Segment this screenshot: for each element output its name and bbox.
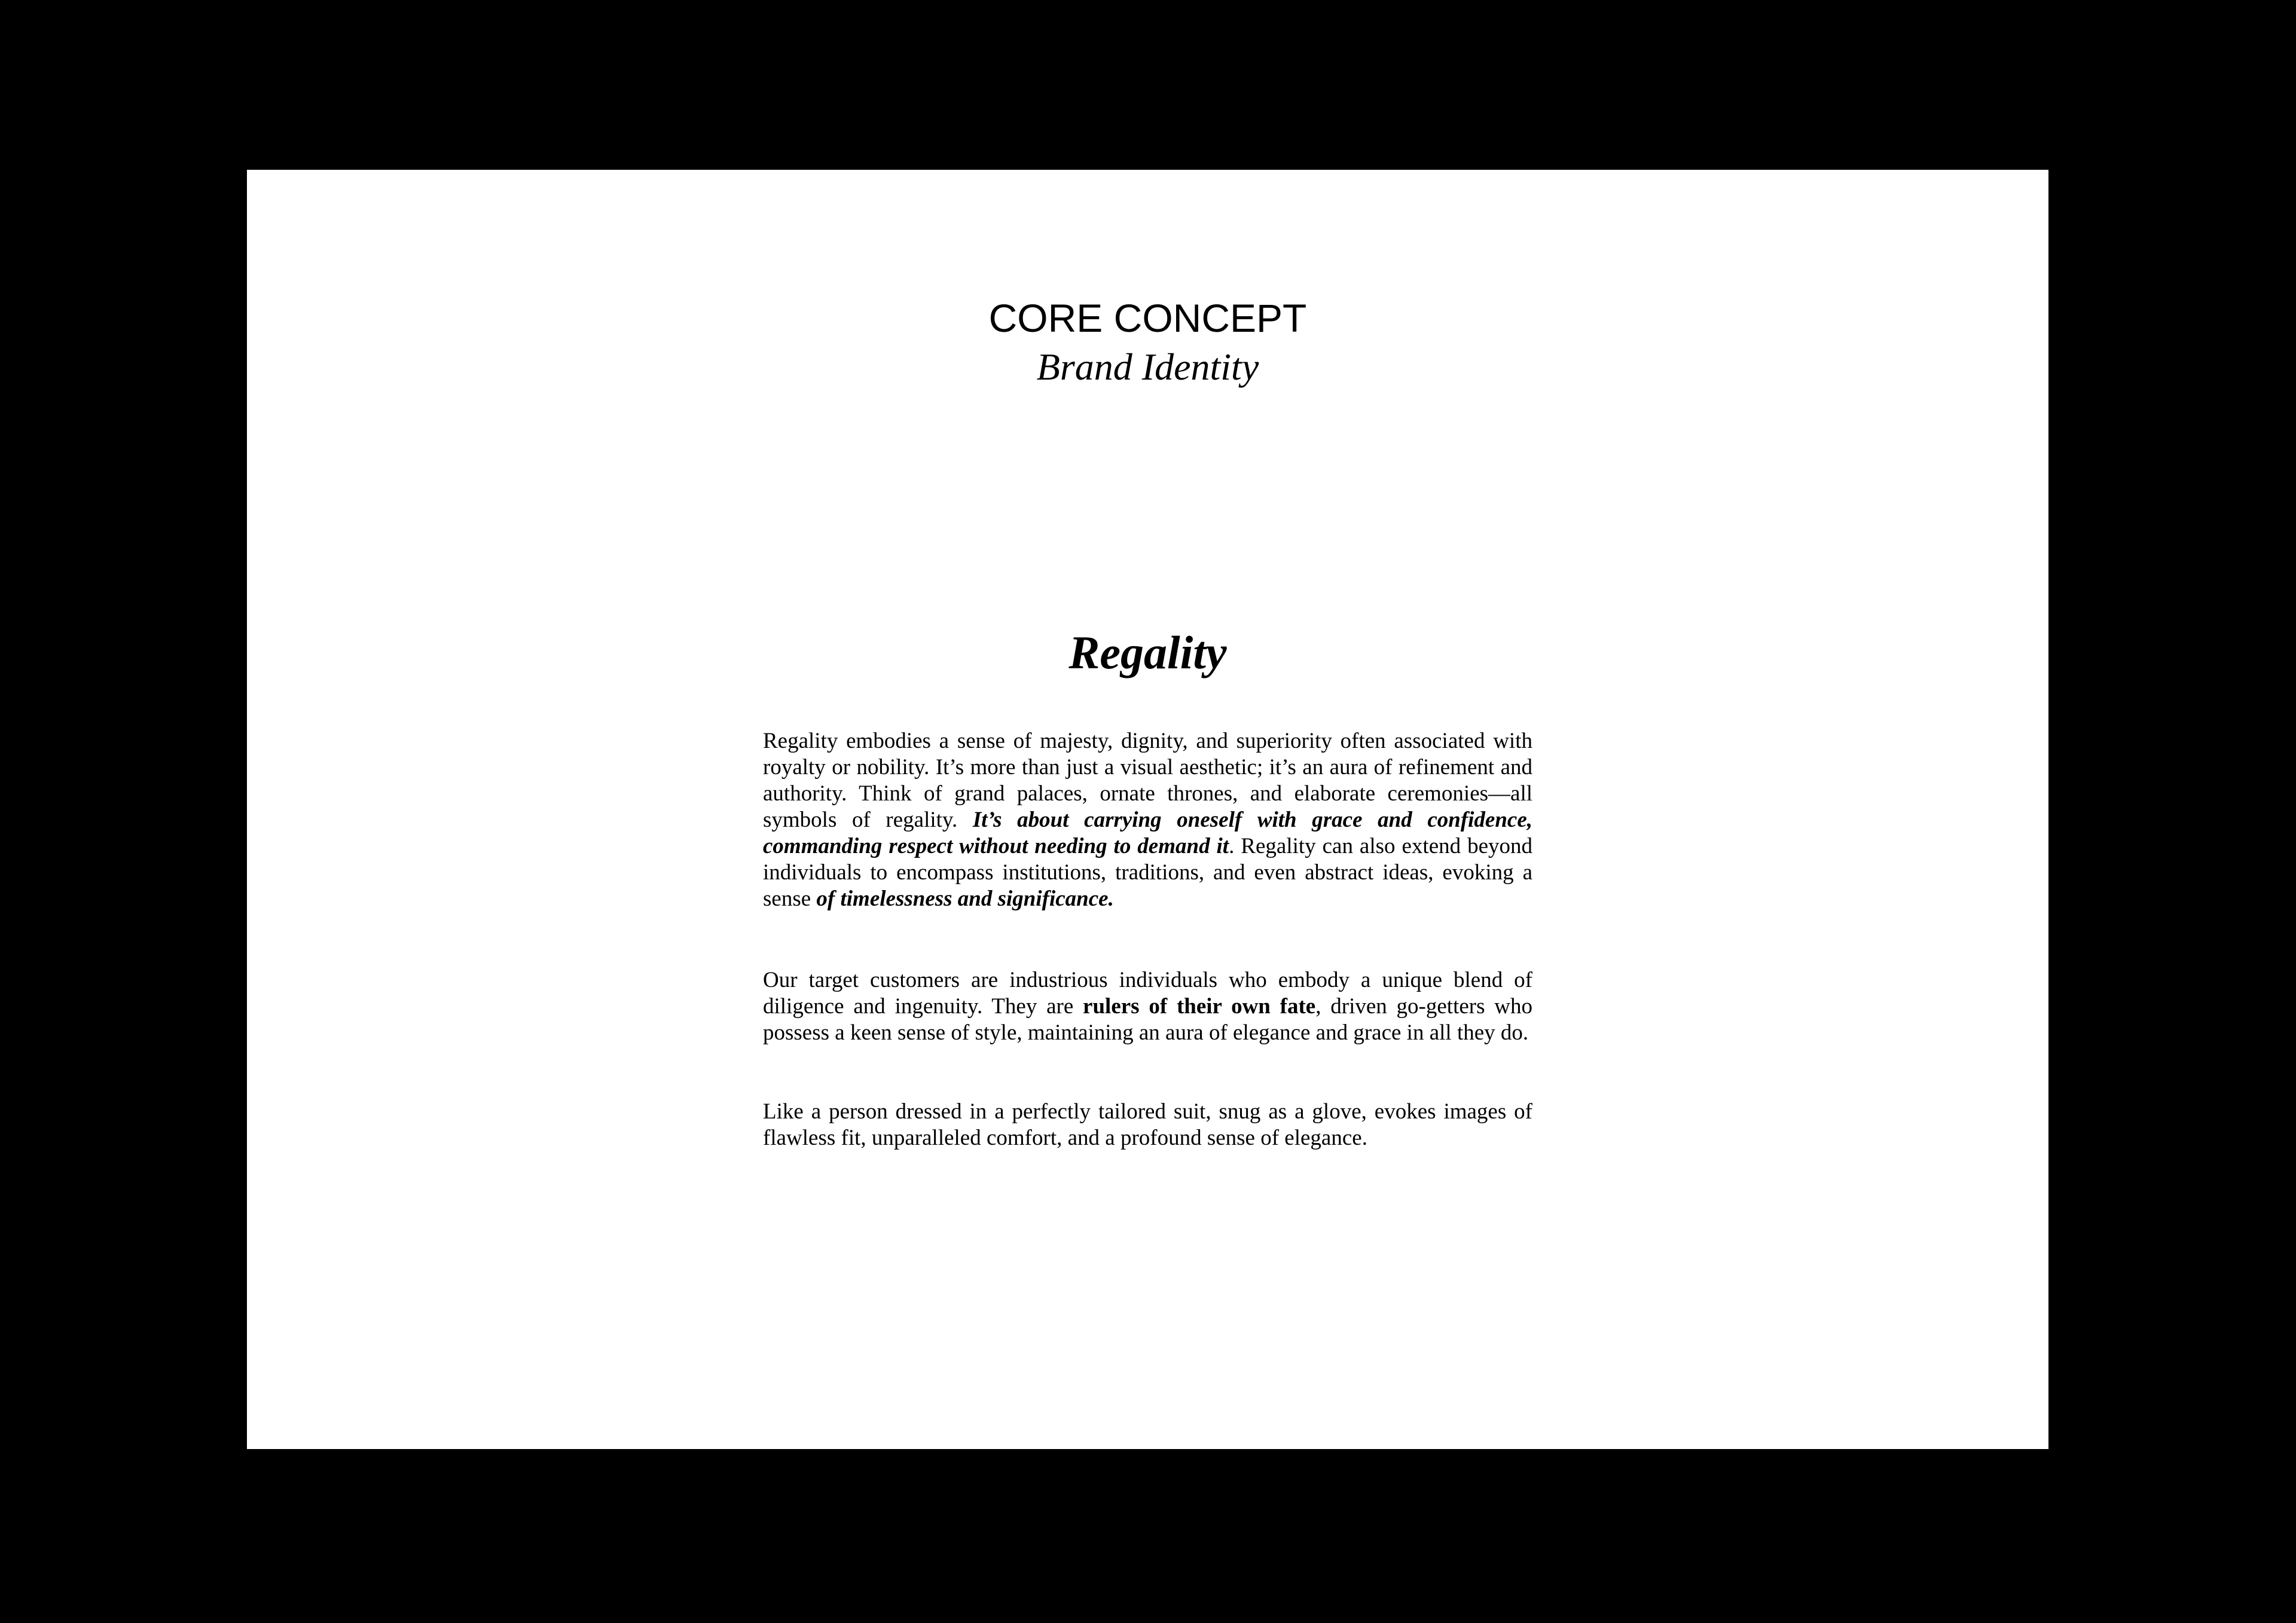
header-title: CORE CONCEPT (988, 296, 1307, 340)
paragraph-text: , driven go-getters who possess a keen sense of style, maintaining an aura of elegance and grace in all they do. (763, 994, 1532, 1045)
paragraph-regality-definition (763, 728, 1532, 912)
header-subtitle: Brand Identity (1036, 346, 1259, 388)
paragraph-text: Regality embodies a sense of majesty, dignity, and superiority often associated with royalty or nobility. It’s more than just a visual aesthetic; it’s an aura of refinement and authority. Think of grand palaces, ornate thrones, and elaborate ceremonies—all symbols of regality. (763, 729, 1532, 832)
paragraph-text: Our target customers are industrious individuals who embody a unique blend of diligence and ingenuity. They are (763, 968, 1532, 1019)
paragraph-text: . Regality can also extend beyond individuals to encompass institutions, traditions, and even abstract ideas, evoking a sense (763, 834, 1532, 911)
paragraph-tailored-suit (763, 1099, 1532, 1151)
document-page (247, 170, 2048, 1449)
paragraph-target-customers (763, 967, 1532, 1046)
emphasis-text: of timelessness and significance. (816, 887, 1114, 911)
section-title: Regality (1068, 626, 1227, 678)
paragraph-text: Like a person dressed in a perfectly tailored suit, snug as a glove, evokes images of flawless fit, unparalleled comfort, and a profound sense of elegance. (763, 1099, 1532, 1150)
page-header (247, 293, 2048, 391)
emphasis-text: It’s about carrying oneself with grace and confidence, commanding respect without needing to demand it (763, 808, 1533, 858)
bold-text: rulers of their own fate (1083, 994, 1316, 1019)
